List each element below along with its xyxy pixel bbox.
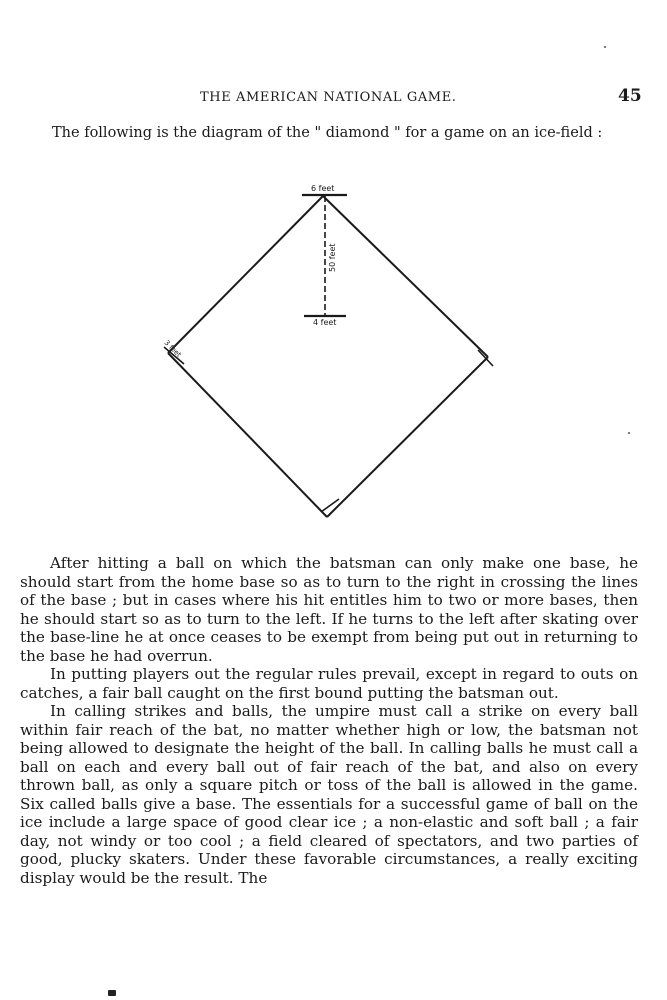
label-6-feet: 6 feet <box>311 184 335 193</box>
paper-speck <box>108 990 116 996</box>
page-number: 45 <box>618 86 642 106</box>
intro-sentence: The following is the diagram of the " diamond " for a game on an ice-field : <box>52 125 603 141</box>
diamond-side-right-bottom <box>327 357 488 517</box>
paragraph: After hitting a ball on which the batsman can only make one base, he should start from the home base so as to turn to the right in crossing the lines of the base ; but in cases where his hit entitles him to two or more bases, then he should start so as to turn to the left. If he turns to the left after skating over the base-line he at once ceases to be exempt from being put out in returning to the base he had overrun. <box>20 554 638 665</box>
label-3-feet: 3 feet <box>162 338 183 359</box>
paragraph: In calling strikes and balls, the umpire must call a strike on every ball within fair reach of the bat, no matter whether high or low, the batsman not being allowed to designate the height of the ball. In calling balls he must call a ball on each and every ball out of fair reach of the bat, and also on every thrown ball, as only a square pitch or toss of the ball is allowed in the game. Six called balls give a base. The essentials for a successful game of ball on the ice include a large space of good clear ice ; a non-elastic and soft ball ; a fair day, not windy or too cool ; a field cleared of spectators, and two parties of good, plucky skaters. Under these favorable circumstances, a really exciting display would be the result. The <box>20 702 638 887</box>
paper-speck <box>604 46 606 48</box>
home-base-mark <box>321 499 339 512</box>
label-4-feet: 4 feet <box>313 318 337 327</box>
body-text <box>20 554 638 887</box>
diamond-side-bottom-left <box>168 353 327 517</box>
diamond-side-left-top <box>168 196 323 353</box>
paper-speck <box>628 432 630 434</box>
paragraph: In putting players out the regular rules prevail, except in regard to outs on catches, a fair ball caught on the first bound putting the batsman out. <box>20 665 638 702</box>
diamond-side-top-right <box>323 196 488 357</box>
running-title: THE AMERICAN NATIONAL GAME. <box>200 90 457 105</box>
label-50-feet: 50 feet <box>328 243 337 272</box>
ice-diamond-diagram <box>0 170 667 550</box>
